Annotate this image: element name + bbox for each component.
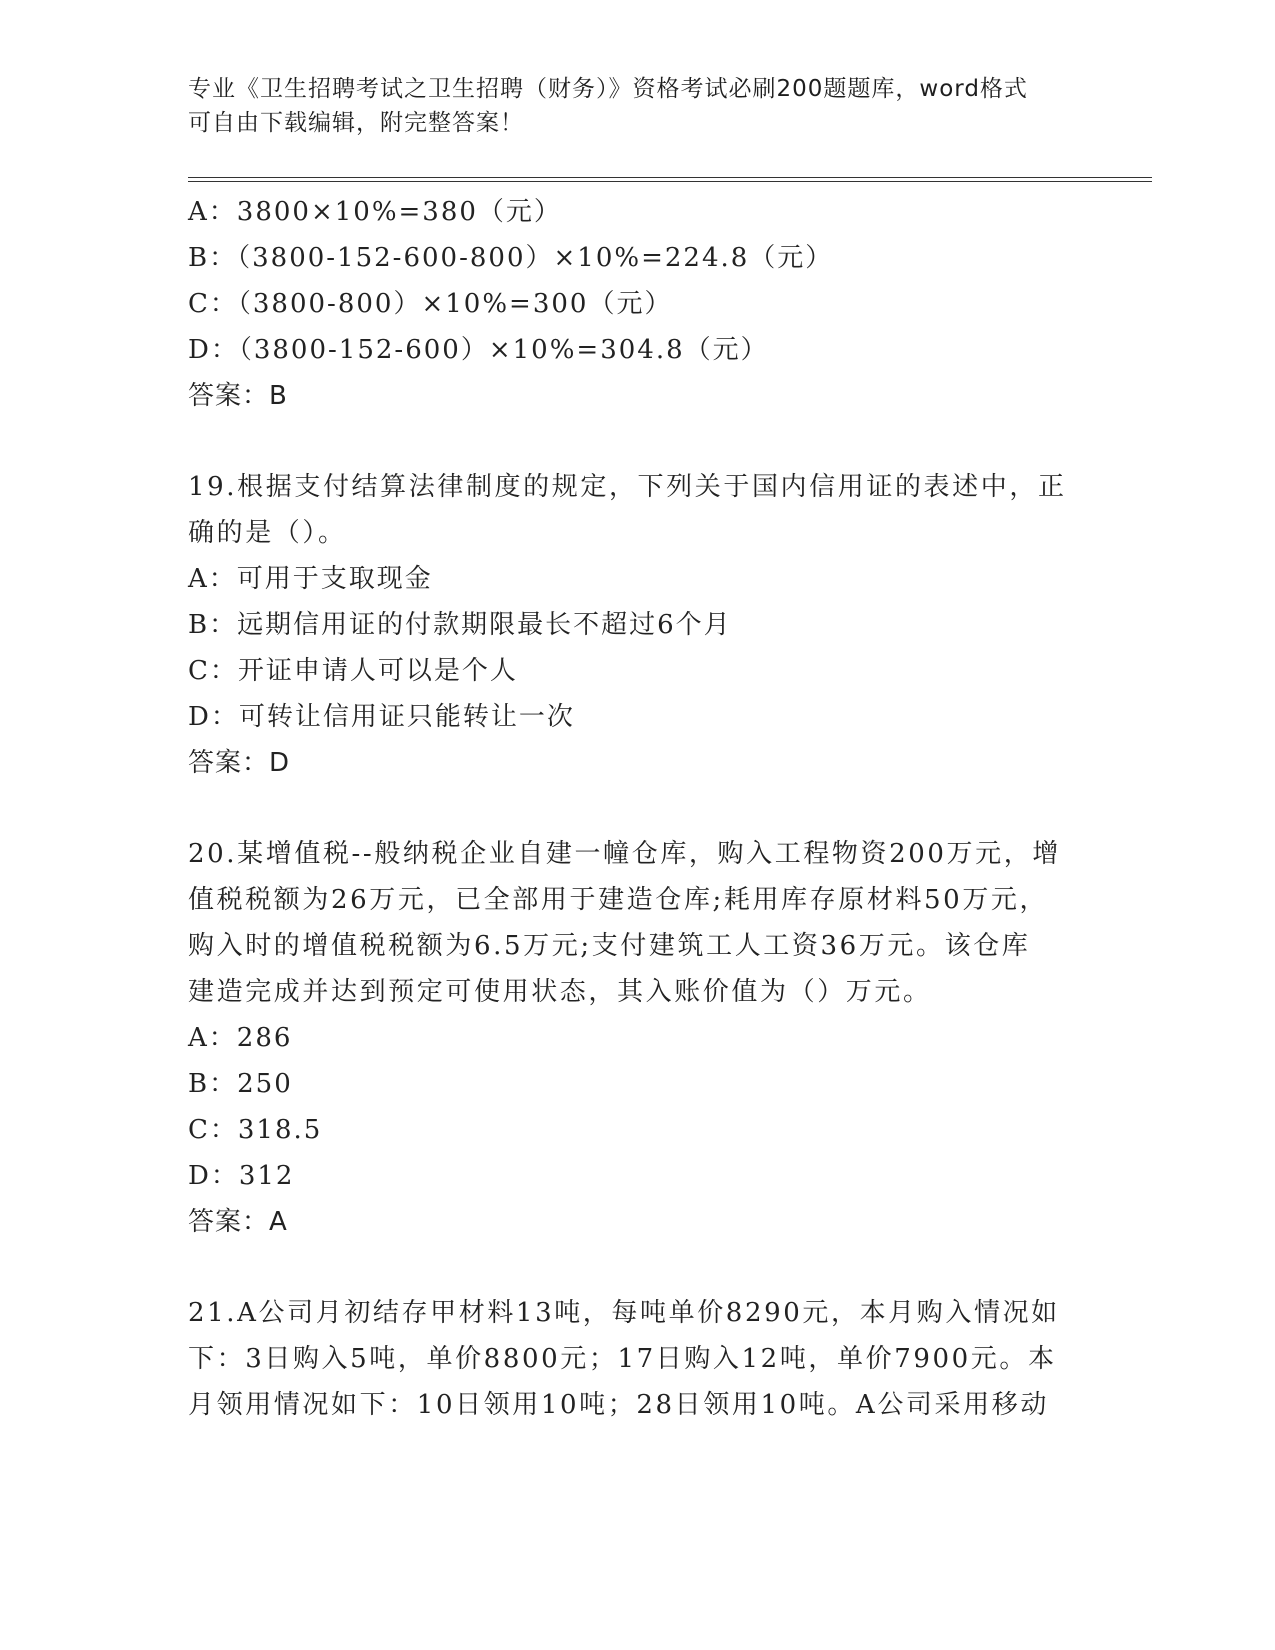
question-20 xyxy=(188,831,1088,1245)
stem-line: 19.根据支付结算法律制度的规定，下列关于国内信用证的表述中，正 xyxy=(188,472,1067,502)
stem-line: 下：3日购入5吨，单价8800元；17日购入12吨，单价7900元。本 xyxy=(188,1344,1057,1374)
option-b: B：远期信用证的付款期限最长不超过6个月 xyxy=(188,610,732,640)
stem-line: 购入时的增值税税额为6.5万元;支付建筑工人工资36万元。该仓库 xyxy=(188,931,1031,961)
stem-line: 确的是（）。 xyxy=(188,518,347,548)
question-stem xyxy=(188,1290,1088,1428)
question-stem xyxy=(188,831,1088,1015)
stem-line: 20.某增值税--般纳税企业自建一幢仓库，购入工程物资200万元，增 xyxy=(188,839,1061,869)
question-stem xyxy=(188,464,1088,556)
option-b: B：250 xyxy=(188,1069,293,1099)
answer-line: 答案：B xyxy=(188,381,288,411)
header-line-1: 专业《卫生招聘考试之卫生招聘（财务）》资格考试必刷200题题库，word格式 xyxy=(188,76,1028,102)
stem-line: 21.A公司月初结存甲材料13吨，每吨单价8290元，本月购入情况如 xyxy=(188,1298,1060,1328)
option-d: D：312 xyxy=(188,1161,295,1191)
option-a: A：3800×10%=380（元） xyxy=(188,197,562,227)
header-line-2: 可自由下载编辑，附完整答案！ xyxy=(188,110,524,136)
question-content xyxy=(188,189,1088,1428)
option-d: D：可转让信用证只能转让一次 xyxy=(188,702,575,732)
option-a: A：可用于支取现金 xyxy=(188,564,433,594)
option-c: C：开证申请人可以是个人 xyxy=(188,656,518,686)
question-18 xyxy=(188,189,1088,419)
stem-line: 月领用情况如下：10日领用10吨；28日领用10吨。A公司采用移动 xyxy=(188,1390,1049,1420)
option-b: B：（3800-152-600-800）×10%=224.8（元） xyxy=(188,243,834,273)
spacer xyxy=(188,419,1088,464)
answer-line: 答案：D xyxy=(188,748,291,778)
question-21 xyxy=(188,1290,1088,1428)
option-c: C：318.5 xyxy=(188,1115,323,1145)
option-c: C：（3800-800）×10%=300（元） xyxy=(188,289,673,319)
stem-line: 建造完成并达到预定可使用状态，其入账价值为（）万元。 xyxy=(188,977,932,1007)
answer-line: 答案：A xyxy=(188,1207,288,1237)
spacer xyxy=(188,786,1088,831)
stem-line: 值税税额为26万元，已全部用于建造仓库;耗用库存原材料50万元， xyxy=(188,885,1049,915)
question-19 xyxy=(188,464,1088,786)
header-divider xyxy=(188,177,1152,182)
spacer xyxy=(188,1245,1088,1290)
document-header xyxy=(188,72,1068,140)
option-d: D：（3800-152-600）×10%=304.8（元） xyxy=(188,335,769,365)
option-a: A：286 xyxy=(188,1023,293,1053)
